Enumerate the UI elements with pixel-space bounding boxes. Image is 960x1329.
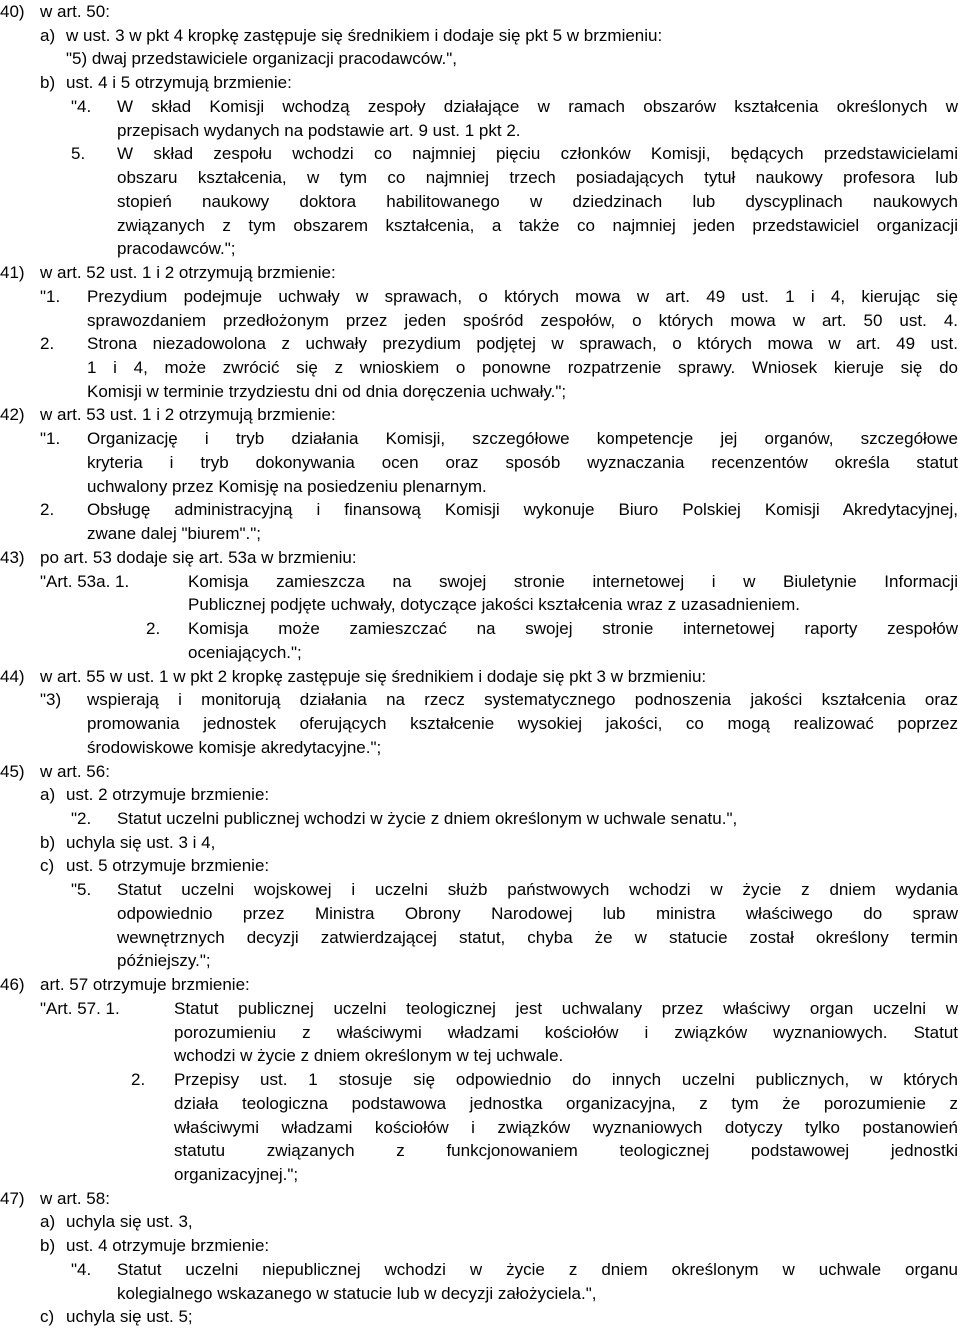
text-line xyxy=(0,285,960,309)
line-text: wspierają i monitorują działania na rzecz systematycznego podnoszenia jakości kształcenia oraz xyxy=(87,690,958,710)
item-number: 42) xyxy=(0,405,25,425)
line-text: w art. 56: xyxy=(40,761,110,781)
text-line xyxy=(0,1258,960,1282)
subitem-letter: c) xyxy=(40,856,55,876)
paragraph-number: "4. xyxy=(71,96,92,116)
item-number: 46) xyxy=(0,975,25,995)
text-line xyxy=(0,926,960,950)
paragraph-number: "1. xyxy=(40,429,61,449)
text-line xyxy=(0,190,960,214)
text-line xyxy=(0,47,960,71)
text-line xyxy=(0,831,960,855)
text-line xyxy=(0,237,960,261)
line-text: Przepisy ust. 1 stosuje się odpowiednio do innych uczelni publicznych, w których xyxy=(174,1070,958,1090)
text-line xyxy=(0,902,960,926)
line-text: w ust. 3 w pkt 4 kropkę zastępuje się średnikiem i dodaje się pkt 5 w brzmieniu: xyxy=(66,25,663,45)
subitem-letter: b) xyxy=(40,73,56,93)
line-text: W skład Komisji wchodzą zespoły działające w ramach obszarów kształcenia określonych w xyxy=(117,96,958,116)
line-text: w art. 53 ust. 1 i 2 otrzymują brzmienie: xyxy=(40,405,336,425)
line-text: Statut uczelni wojskowej i uczelni służb państwowych wchodzi w życie z dniem wydania xyxy=(117,880,958,900)
paragraph-number: 2. xyxy=(40,334,55,354)
text-line xyxy=(0,1092,960,1116)
line-text: Obsługę administracyjną i finansową Komisji wykonuje Biuro Polskiej Komisji Akredytacyjnej, xyxy=(87,500,958,520)
line-text: W skład zespołu wchodzi co najmniej pięciu członków Komisji, będących przedstawicielami xyxy=(117,144,958,164)
line-text: w art. 58: xyxy=(40,1188,110,1208)
text-line xyxy=(0,783,960,807)
paragraph-number: "4. xyxy=(71,1259,92,1279)
item-number: 43) xyxy=(0,547,25,567)
paragraph-number: "2. xyxy=(71,808,92,828)
line-text: środowiskowe komisje akredytacyjne."; xyxy=(87,737,382,757)
subitem-letter: c) xyxy=(40,1307,55,1327)
line-text: Komisja zamieszcza na swojej stronie internetowej i w Biuletynie Informacji xyxy=(188,571,958,591)
line-text: ust. 4 otrzymuje brzmienie: xyxy=(66,1236,270,1256)
text-line xyxy=(0,878,960,902)
text-line xyxy=(0,261,960,285)
text-line xyxy=(0,380,960,404)
line-text: Publicznej podjęte uchwały, dotyczące jakości kształcenia wraz z uzasadnieniem. xyxy=(188,595,800,615)
line-text: po art. 53 dodaje się art. 53a w brzmieniu: xyxy=(40,547,357,567)
line-text: ust. 5 otrzymuje brzmienie: xyxy=(66,856,270,876)
text-line xyxy=(0,973,960,997)
text-line xyxy=(0,522,960,546)
text-line xyxy=(0,1305,960,1329)
line-text: ust. 4 i 5 otrzymują brzmienie: xyxy=(66,73,292,93)
line-text: zwane dalej "biurem"."; xyxy=(87,524,262,544)
text-line xyxy=(0,854,960,878)
line-text: Statut uczelni publicznej wchodzi w życie z dniem określonym w uchwale senatu.", xyxy=(117,808,738,828)
line-text: Statut publicznej uczelni teologicznej jest uchwalany przez właściwy organ uczelni w xyxy=(174,998,958,1018)
line-text: obszaru kształcenia, w tym co najmniej trzech posiadających tytuł naukowy profesora lub xyxy=(117,168,958,188)
article-label: "Art. 57. 1. xyxy=(40,998,120,1018)
text-line xyxy=(0,403,960,427)
line-text: Statut uczelni niepublicznej wchodzi w życie z dniem określonym w uchwale organu xyxy=(117,1259,958,1279)
text-line xyxy=(0,593,960,617)
subitem-letter: a) xyxy=(40,25,56,45)
line-text: działa teologiczna podstawowa jednostka organizacyjna, z tym że porozumienie z xyxy=(174,1093,958,1113)
line-text: ust. 2 otrzymuje brzmienie: xyxy=(66,785,270,805)
text-line xyxy=(0,1068,960,1092)
line-text: Prezydium podejmuje uchwały w sprawach, o których mowa w art. 49 ust. 1 i 4, kierując się xyxy=(87,286,958,306)
subitem-letter: a) xyxy=(40,1212,56,1232)
item-number: 41) xyxy=(0,263,25,283)
text-line xyxy=(0,949,960,973)
line-text: art. 57 otrzymuje brzmienie: xyxy=(40,975,250,995)
paragraph-number: "1. xyxy=(40,286,61,306)
line-text: odpowiednio przez Ministra Obrony Narodowej lub ministra właściwego do spraw xyxy=(117,903,958,923)
line-text: uchyla się ust. 5; xyxy=(66,1307,193,1327)
text-line xyxy=(0,546,960,570)
line-text: uchwalony przez Komisję na posiedzeniu plenarnym. xyxy=(87,476,487,496)
text-line xyxy=(0,1210,960,1234)
text-line xyxy=(0,95,960,119)
text-line xyxy=(0,498,960,522)
text-line xyxy=(0,119,960,143)
text-line xyxy=(0,166,960,190)
line-text: Komisji w terminie trzydziestu dni od dnia doręczenia uchwały."; xyxy=(87,381,567,401)
text-line xyxy=(0,688,960,712)
line-text: sprawozdaniem przedłożonym przez jeden spośród zespołów, o których mowa w art. 50 ust. 4. xyxy=(87,310,958,330)
subitem-letter: b) xyxy=(40,1236,56,1256)
item-number: 47) xyxy=(0,1188,25,1208)
item-number: 45) xyxy=(0,761,25,781)
text-line xyxy=(0,1044,960,1068)
line-text: Organizację i tryb działania Komisji, szczegółowe kompetencje jej organów, szczegółowe xyxy=(87,429,958,449)
line-text: późniejszy."; xyxy=(117,951,211,971)
paragraph-number: "5. xyxy=(71,880,92,900)
text-line xyxy=(0,451,960,475)
text-line xyxy=(0,617,960,641)
text-line xyxy=(0,570,960,594)
line-text: w art. 55 w ust. 1 w pkt 2 kropkę zastępuje się średnikiem i dodaje się pkt 3 w brzmieniu: xyxy=(40,666,707,686)
line-text: Strona niezadowolona z uchwały prezydium podjętej w sprawach, o których mowa w art. 49 ust. xyxy=(87,334,958,354)
text-line xyxy=(0,309,960,333)
line-text: uchyla się ust. 3 i 4, xyxy=(66,832,216,852)
line-text: "5) dwaj przedstawiciele organizacji pracodawców.", xyxy=(66,49,457,69)
line-text: związanych z tym obszarem kształcenia, a także co najmniej jeden przedstawiciel organizacji xyxy=(117,215,958,235)
line-text: wchodzi w życie z dniem określonym w tej uchwale. xyxy=(174,1046,564,1066)
line-text: przepisach wydanych na podstawie art. 9 ust. 1 pkt 2. xyxy=(117,120,521,140)
paragraph-number: 2. xyxy=(40,500,55,520)
text-line xyxy=(0,356,960,380)
text-line xyxy=(0,475,960,499)
text-line xyxy=(0,1163,960,1187)
line-text: Komisja może zamieszczać na swojej stronie internetowej raporty zespołów xyxy=(188,619,958,639)
subitem-letter: a) xyxy=(40,785,56,805)
text-line xyxy=(0,997,960,1021)
text-line xyxy=(0,142,960,166)
text-line xyxy=(0,332,960,356)
line-text: 1 i 4, może zwrócić się z wnioskiem o ponowne rozpatrzenie sprawy. Wniosek kieruje się do xyxy=(87,358,958,378)
paragraph-number: 2. xyxy=(131,1070,146,1090)
line-text: stopień naukowy doktora habilitowanego w dziedzinach lub dyscyplinach naukowych xyxy=(117,191,958,211)
item-number: 40) xyxy=(0,2,25,21)
paragraph-number: 2. xyxy=(146,619,161,639)
line-text: w art. 52 ust. 1 i 2 otrzymują brzmienie: xyxy=(40,263,336,283)
text-line xyxy=(0,427,960,451)
line-text: kryteria i tryb dokonywania ocen oraz sposób wyznaczania recenzentów określa statut xyxy=(87,452,958,472)
line-text: kolegialnego wskazanego w statucie lub w decyzji założyciela.", xyxy=(117,1283,597,1303)
line-text: właściwymi władzami kościołów i związków wyznaniowych dotyczy tylko postanowień xyxy=(174,1117,958,1137)
line-text: uchyla się ust. 3, xyxy=(66,1212,193,1232)
text-line xyxy=(0,736,960,760)
line-text: oceniających."; xyxy=(188,642,302,662)
line-text: w art. 50: xyxy=(40,2,110,21)
line-text: pracodawców."; xyxy=(117,239,236,259)
line-text: porozumieniu z właściwymi władzami kościołów i związków wyznaniowych. Statut xyxy=(174,1022,958,1042)
item-number: 44) xyxy=(0,666,25,686)
text-line xyxy=(0,1116,960,1140)
text-line xyxy=(0,807,960,831)
text-line xyxy=(0,0,960,24)
line-text: organizacyjnej."; xyxy=(174,1164,299,1184)
text-line xyxy=(0,71,960,95)
line-text: wewnętrznych decyzji zatwierdzającej statut, chyba że w statucie został określony termin xyxy=(117,927,958,947)
paragraph-number: 5. xyxy=(71,144,86,164)
text-line xyxy=(0,1234,960,1258)
article-label: "Art. 53a. 1. xyxy=(40,571,130,591)
text-line xyxy=(0,665,960,689)
text-line xyxy=(0,1282,960,1306)
text-line xyxy=(0,214,960,238)
text-line xyxy=(0,760,960,784)
text-line xyxy=(0,24,960,48)
line-text: statutu związanych z funkcjonowaniem teologicznej podstawowej jednostki xyxy=(174,1141,958,1161)
subitem-letter: b) xyxy=(40,832,56,852)
text-line xyxy=(0,1021,960,1045)
text-line xyxy=(0,712,960,736)
line-text: promowania jednostek oferujących kształcenie wysokiej jakości, co mogą realizować poprzez xyxy=(87,714,958,734)
paragraph-number: "3) xyxy=(40,690,62,710)
text-line xyxy=(0,641,960,665)
text-line xyxy=(0,1187,960,1211)
text-line xyxy=(0,1139,960,1163)
